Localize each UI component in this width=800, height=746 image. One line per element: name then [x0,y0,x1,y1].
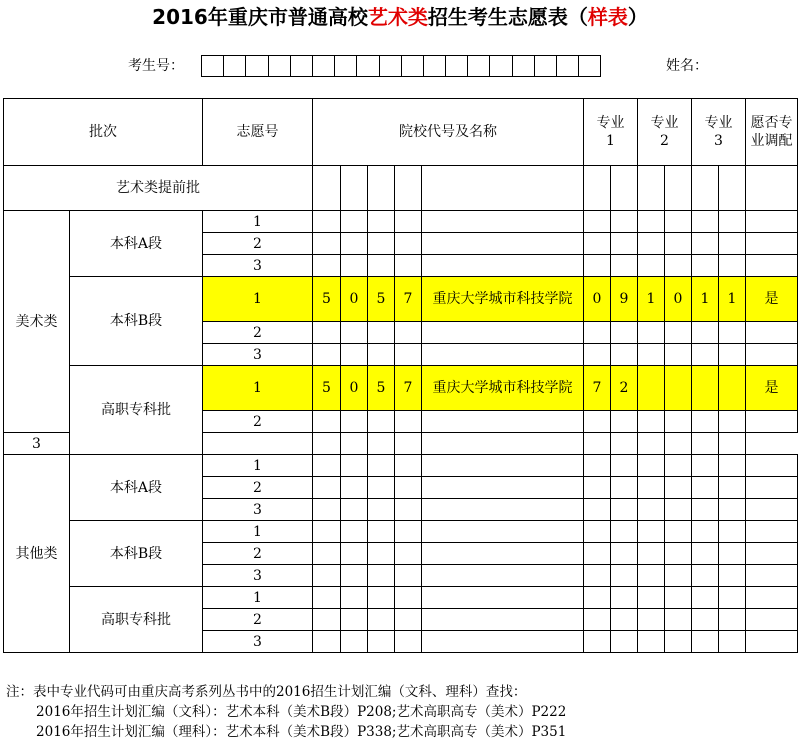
wish-number: 2 [203,322,313,344]
candidate-id-digit-box[interactable] [335,55,357,77]
code-digit[interactable]: 0 [341,366,368,411]
batch-bb: 本科B段 [70,277,203,366]
wish-number: 1 [203,455,313,477]
school-name-cell[interactable] [422,166,584,211]
code-cell[interactable] [313,166,341,211]
header-row [4,99,798,166]
header-school: 院校代号及名称 [313,99,584,166]
code-cell[interactable] [395,166,422,211]
footnote-line: 注：表中专业代码可由重庆高考系列丛书中的2016招生计划汇编（文科、理科）查找： [6,684,527,700]
batch-vocational: 高职专科批 [70,587,203,653]
batch-vocational: 高职专科批 [70,366,203,455]
wish-number: 1 [203,521,313,543]
wish-number: 1 [203,277,313,322]
candidate-id-digit-box[interactable] [424,55,446,77]
candidate-id-digit-box[interactable] [269,55,291,77]
candidate-id-digit-box[interactable] [402,55,424,77]
major-digit[interactable]: 1 [638,277,665,322]
adjust-value[interactable]: 是 [746,366,798,411]
candidate-id-digit-box[interactable] [224,55,246,77]
wish-number: 3 [4,433,70,455]
major-digit[interactable] [719,366,746,411]
footnote-line: 2016年招生计划汇编（理科）：艺术本科（美术B段）P338;艺术高职高专（美术）P351 [6,724,567,740]
batch-bb: 本科B段 [70,521,203,587]
major-digit[interactable]: 9 [611,277,638,322]
school-name[interactable]: 重庆大学城市科技学院 [422,366,584,411]
wish-number: 2 [203,477,313,499]
adjust-cell[interactable] [746,166,798,211]
candidate-id-boxes[interactable] [201,55,601,77]
code-digit[interactable]: 5 [368,277,395,322]
major-digit[interactable]: 2 [611,366,638,411]
major-digit[interactable]: 1 [692,277,719,322]
title-mid: 招生考生志愿表（ [427,5,588,29]
wish-number: 3 [203,499,313,521]
candidate-id-digit-box[interactable] [446,55,468,77]
title-highlight: 艺术类 [367,5,428,29]
major-digit[interactable]: 0 [584,277,611,322]
header-wish-number: 志愿号 [203,99,313,166]
major-digit[interactable] [665,366,692,411]
page-title [0,2,800,32]
major-cell[interactable] [719,166,746,211]
candidate-id-digit-box[interactable] [357,55,379,77]
category-fine-arts: 美术类 [4,211,70,433]
code-cell[interactable] [368,166,395,211]
wish-number: 3 [203,631,313,653]
candidate-name-label: 姓名： [666,58,708,74]
wish-number: 2 [203,411,313,433]
code-digit[interactable]: 7 [395,366,422,411]
adjust-value[interactable]: 是 [746,277,798,322]
candidate-id-digit-box[interactable] [202,55,224,77]
wish-number: 3 [203,344,313,366]
candidate-id-label: 考生号： [128,58,184,74]
art-early-row [4,166,798,211]
application-form-table [3,98,798,653]
wish-number: 2 [203,543,313,565]
wish-number: 3 [203,565,313,587]
table-row [4,455,798,477]
major-digit[interactable] [638,366,665,411]
header-batch: 批次 [4,99,203,166]
batch-ba: 本科A段 [70,455,203,521]
candidate-id-digit-box[interactable] [579,55,601,77]
table-row [4,277,798,322]
candidate-info-row [0,54,800,78]
code-digit[interactable]: 5 [313,277,341,322]
title-suffix: ） [627,5,648,29]
wish-number: 2 [203,609,313,631]
header-major-1: 专业 1 [584,99,638,166]
candidate-id-digit-box[interactable] [291,55,313,77]
candidate-id-digit-box[interactable] [513,55,535,77]
major-digit[interactable]: 0 [665,277,692,322]
header-adjust: 愿否专业调配 [746,99,798,166]
art-early-label: 艺术类提前批 [4,166,313,211]
major-cell[interactable] [665,166,692,211]
batch-ba: 本科A段 [70,211,203,277]
footnote-line: 2016年招生计划汇编（文科）：艺术本科（美术B段）P208;艺术高职高专（美术）P222 [6,704,567,720]
major-digit[interactable]: 1 [719,277,746,322]
footnote [6,682,566,742]
wish-number: 1 [203,587,313,609]
candidate-id-digit-box[interactable] [246,55,268,77]
major-cell[interactable] [584,166,611,211]
header-major-3: 专业 3 [692,99,746,166]
wish-number: 1 [203,211,313,233]
major-cell[interactable] [638,166,665,211]
table-row [4,366,798,411]
wish-number: 2 [203,233,313,255]
major-digit[interactable]: 7 [584,366,611,411]
major-digit[interactable] [692,366,719,411]
code-digit[interactable]: 5 [313,366,341,411]
category-other: 其他类 [4,455,70,653]
candidate-id-digit-box[interactable] [557,55,579,77]
school-name[interactable]: 重庆大学城市科技学院 [422,277,584,322]
table-row [4,521,798,543]
major-cell[interactable] [692,166,719,211]
major-cell[interactable] [611,166,638,211]
title-prefix: 2016年重庆市普通高校 [152,5,368,29]
table-row [4,587,798,609]
code-cell[interactable] [341,166,368,211]
code-digit[interactable]: 0 [341,277,368,322]
wish-number: 1 [203,366,313,411]
candidate-id-digit-box[interactable] [468,55,490,77]
candidate-id-digit-box[interactable] [490,55,512,77]
code-digit[interactable]: 7 [395,277,422,322]
candidate-id-digit-box[interactable] [535,55,557,77]
wish-number: 3 [203,255,313,277]
header-major-2: 专业 2 [638,99,692,166]
candidate-id-digit-box[interactable] [313,55,335,77]
title-sample: 样表 [587,5,628,29]
code-digit[interactable]: 5 [368,366,395,411]
table-row [4,211,798,233]
candidate-id-digit-box[interactable] [380,55,402,77]
